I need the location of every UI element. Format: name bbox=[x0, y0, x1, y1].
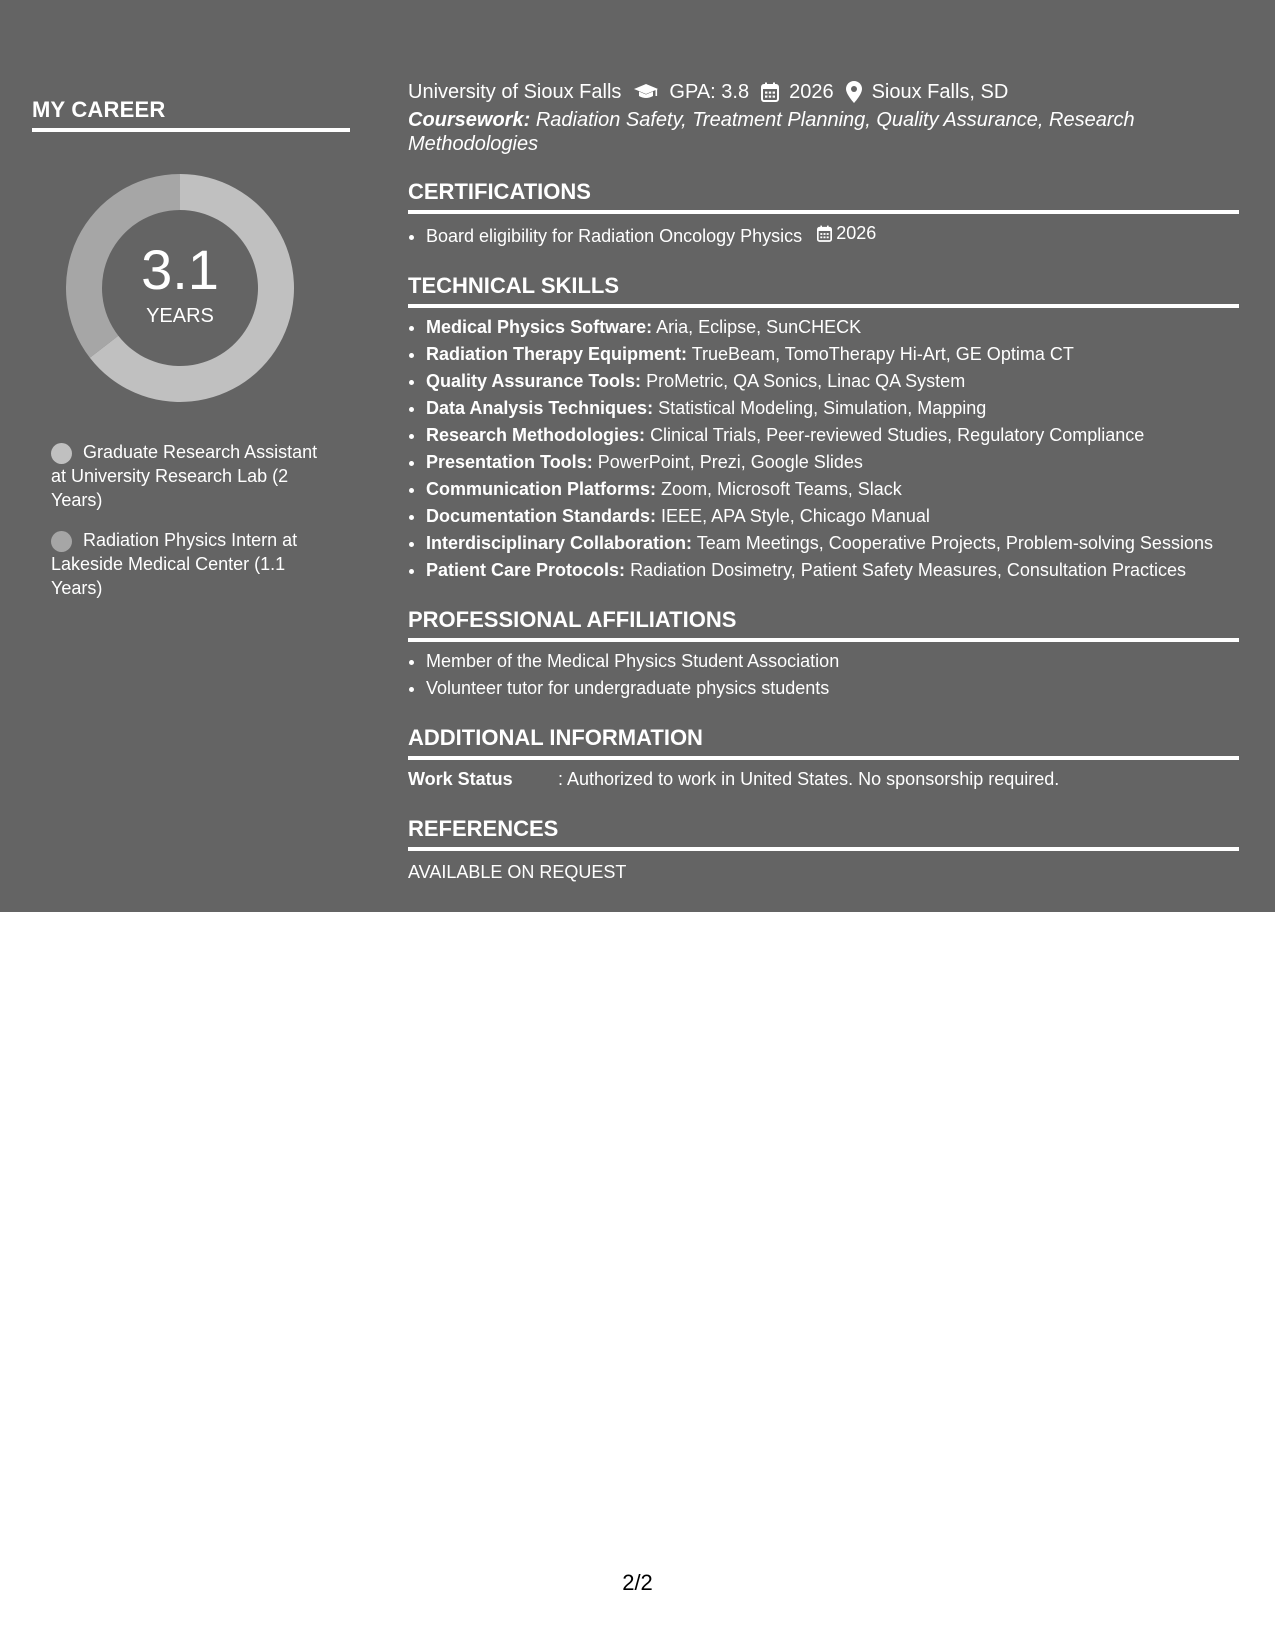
work-status-value: : Authorized to work in United States. No sponsorship required. bbox=[558, 769, 1060, 789]
education-line bbox=[408, 78, 1239, 106]
skill-label: Presentation Tools: bbox=[426, 452, 593, 472]
coursework-label: Coursework: bbox=[408, 109, 531, 131]
skill-item bbox=[426, 368, 1239, 395]
additional-info-title: ADDITIONAL INFORMATION bbox=[408, 724, 1239, 760]
skill-value: Clinical Trials, Peer-reviewed Studies, Regulatory Compliance bbox=[650, 425, 1145, 445]
calendar-icon bbox=[761, 82, 779, 102]
skill-value: ProMetric, QA Sonics, Linac QA System bbox=[646, 371, 966, 391]
career-legend-label: Radiation Physics Intern at Lakeside Medical Center (1.1 Years) bbox=[51, 530, 298, 598]
skill-item bbox=[426, 341, 1239, 368]
skill-value: TrueBeam, TomoTherapy Hi-Art, GE Optima CT bbox=[691, 344, 1074, 364]
skill-label: Documentation Standards: bbox=[426, 506, 657, 526]
work-status-row bbox=[408, 766, 1239, 793]
skill-value: IEEE, APA Style, Chicago Manual bbox=[661, 506, 930, 526]
certification-item bbox=[426, 220, 1239, 250]
career-years-unit: YEARS bbox=[146, 305, 214, 327]
coursework bbox=[408, 108, 1239, 156]
donut-center bbox=[66, 174, 294, 402]
skill-item bbox=[426, 557, 1239, 584]
graduation-cap-icon bbox=[633, 82, 659, 102]
affiliations-list bbox=[408, 648, 1239, 702]
skill-value: Team Meetings, Cooperative Projects, Problem-solving Sessions bbox=[696, 533, 1213, 553]
graduation-year: 2026 bbox=[789, 81, 834, 103]
skill-value: Zoom, Microsoft Teams, Slack bbox=[661, 479, 902, 499]
career-legend-label: Graduate Research Assistant at University Research Lab (2 Years) bbox=[51, 442, 318, 510]
skill-label: Research Methodologies: bbox=[426, 425, 646, 445]
skill-item bbox=[426, 503, 1239, 530]
skill-label: Data Analysis Techniques: bbox=[426, 398, 654, 418]
skill-label: Radiation Therapy Equipment: bbox=[426, 344, 688, 364]
skill-item bbox=[426, 449, 1239, 476]
school-location: Sioux Falls, SD bbox=[871, 81, 1009, 103]
affiliation-item: • Volunteer tutor for undergraduate physics students bbox=[426, 675, 1239, 702]
technical-skills-title: TECHNICAL SKILLS bbox=[408, 272, 1239, 308]
calendar-icon bbox=[817, 225, 832, 242]
skill-value: Aria, Eclipse, SunCHECK bbox=[656, 317, 862, 337]
legend-dot-icon bbox=[51, 443, 72, 464]
legend-dot-icon bbox=[51, 531, 72, 552]
references-title: REFERENCES bbox=[408, 815, 1239, 851]
technical-skills-list bbox=[408, 314, 1239, 584]
certifications-list bbox=[408, 220, 1239, 250]
certification-year: 2026 bbox=[836, 223, 877, 243]
skill-item bbox=[426, 422, 1239, 449]
gpa-value: GPA: 3.8 bbox=[669, 81, 750, 103]
page-number: 2/2 bbox=[622, 1570, 653, 1595]
coursework-list: Radiation Safety, Treatment Planning, Quality Assurance, Research Methodologies bbox=[408, 109, 1135, 155]
resume-main-column bbox=[408, 78, 1239, 886]
certification-text: Board eligibility for Radiation Oncology Physics bbox=[426, 226, 803, 246]
certifications-title: CERTIFICATIONS bbox=[408, 178, 1239, 214]
affiliations-title: PROFESSIONAL AFFILIATIONS bbox=[408, 606, 1239, 642]
career-legend bbox=[32, 440, 350, 600]
references-text: AVAILABLE ON REQUEST bbox=[408, 862, 627, 882]
skill-label: Interdisciplinary Collaboration: bbox=[426, 533, 693, 553]
skill-value: Statistical Modeling, Simulation, Mapping bbox=[658, 398, 987, 418]
career-total-years: 3.1 bbox=[141, 238, 219, 301]
career-legend-item bbox=[51, 440, 331, 512]
skill-value: Radiation Dosimetry, Patient Safety Measures, Consultation Practices bbox=[630, 560, 1186, 580]
career-donut-chart bbox=[66, 174, 294, 402]
skill-item bbox=[426, 530, 1239, 557]
school-name: University of Sioux Falls bbox=[408, 81, 622, 103]
career-sidebar bbox=[32, 96, 350, 616]
career-legend-item bbox=[51, 528, 331, 600]
skill-label: Communication Platforms: bbox=[426, 479, 657, 499]
skill-label: Patient Care Protocols: bbox=[426, 560, 626, 580]
skill-item bbox=[426, 314, 1239, 341]
work-status-label: Work Status bbox=[408, 769, 513, 789]
affiliation-item: • Member of the Medical Physics Student Association bbox=[426, 648, 1239, 675]
location-pin-icon bbox=[846, 81, 862, 103]
skill-item bbox=[426, 395, 1239, 422]
skill-value: PowerPoint, Prezi, Google Slides bbox=[597, 452, 863, 472]
skill-label: Medical Physics Software: bbox=[426, 317, 653, 337]
certification-date bbox=[817, 220, 876, 247]
skill-item bbox=[426, 476, 1239, 503]
skill-label: Quality Assurance Tools: bbox=[426, 371, 642, 391]
career-heading: MY CAREER bbox=[32, 96, 350, 132]
